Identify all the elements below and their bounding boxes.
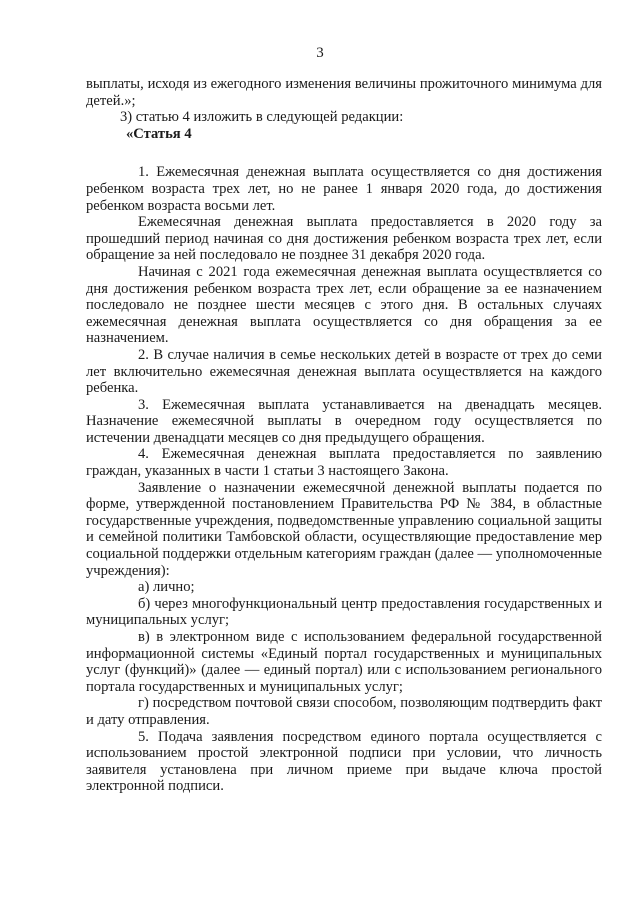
list-item-b: б) через многофункциональный центр предоставления государственных и муниципальных услуг;: [86, 595, 602, 629]
page-number: 3: [316, 45, 324, 61]
paragraph-part-5: 5. Подача заявления посредством единого портала осуществляется с использованием простой электронной подписи при условии, что личность заявителя установлена при личном приеме при выдаче ключа простой электронной подписи.: [86, 728, 602, 795]
paragraph-part-1: 1. Ежемесячная денежная выплата осуществляется со дня достижения ребенком возраста трех лет, но не ранее 1 января 2020 года, до достижения ребенком возраста восьми лет.: [86, 164, 602, 214]
article-heading: «Статья 4: [126, 125, 192, 142]
document-body: [86, 76, 602, 795]
paragraph-application-form: Заявление о назначении ежемесячной денежной выплаты подается по форме, утвержденной постановлением Правительства РФ № 384, в областные государственные учреждения, подведомственные управлению социальной защиты и семейной политики Тамбовской области, осуществляющие предоставление мер социальной поддержки отдельным категориям граждан (далее — уполномоченные учреждения):: [86, 479, 602, 579]
paragraph-amendment-item-3: 3) статью 4 изложить в следующей редакции:: [120, 109, 404, 126]
paragraph-part-1-second: Ежемесячная денежная выплата предоставляется в 2020 году за прошедший период начиная со дня достижения ребенком возраста трех лет, если обращение за ней последовало не позднее 31 декабря 2020 года.: [86, 214, 602, 264]
list-item-a: а) лично;: [138, 579, 195, 596]
list-item-v: в) в электронном виде с использованием федеральной государственной информационной системы «Единый портал государственных и муниципальных услуг (функций)» (далее — единый портал) или с использованием регионального портала государственных и муниципальных услуг;: [86, 629, 602, 695]
paragraph-part-4: 4. Ежемесячная денежная выплата предоставляется по заявлению граждан, указанных в части 1 статьи 3 настоящего Закона.: [86, 446, 602, 480]
paragraph-part-1-third: Начиная с 2021 года ежемесячная денежная выплата осуществляется со дня достижения ребенком возраста трех лет, если обращение за ее назначением последовало не позднее шести месяцев с этого дня. В остальных случаях ежемесячная денежная выплата осуществляется со дня обращения за ее назначением.: [86, 263, 602, 347]
paragraph-part-3: 3. Ежемесячная выплата устанавливается на двенадцать месяцев. Назначение ежемесячной выплаты в очередном году осуществляется по истечении двенадцати месяцев со дня предыдущего обращения.: [86, 396, 602, 446]
paragraph-part-2: 2. В случае наличия в семье нескольких детей в возрасте от трех до семи лет включительно ежемесячная денежная выплата осуществляется на каждого ребенка.: [86, 346, 602, 397]
paragraph-continuation: выплаты, исходя из ежегодного изменения величины прожиточного минимума для детей.»;: [86, 76, 602, 109]
list-item-g: г) посредством почтовой связи способом, позволяющим подтвердить факт и дату отправления.: [86, 695, 602, 728]
